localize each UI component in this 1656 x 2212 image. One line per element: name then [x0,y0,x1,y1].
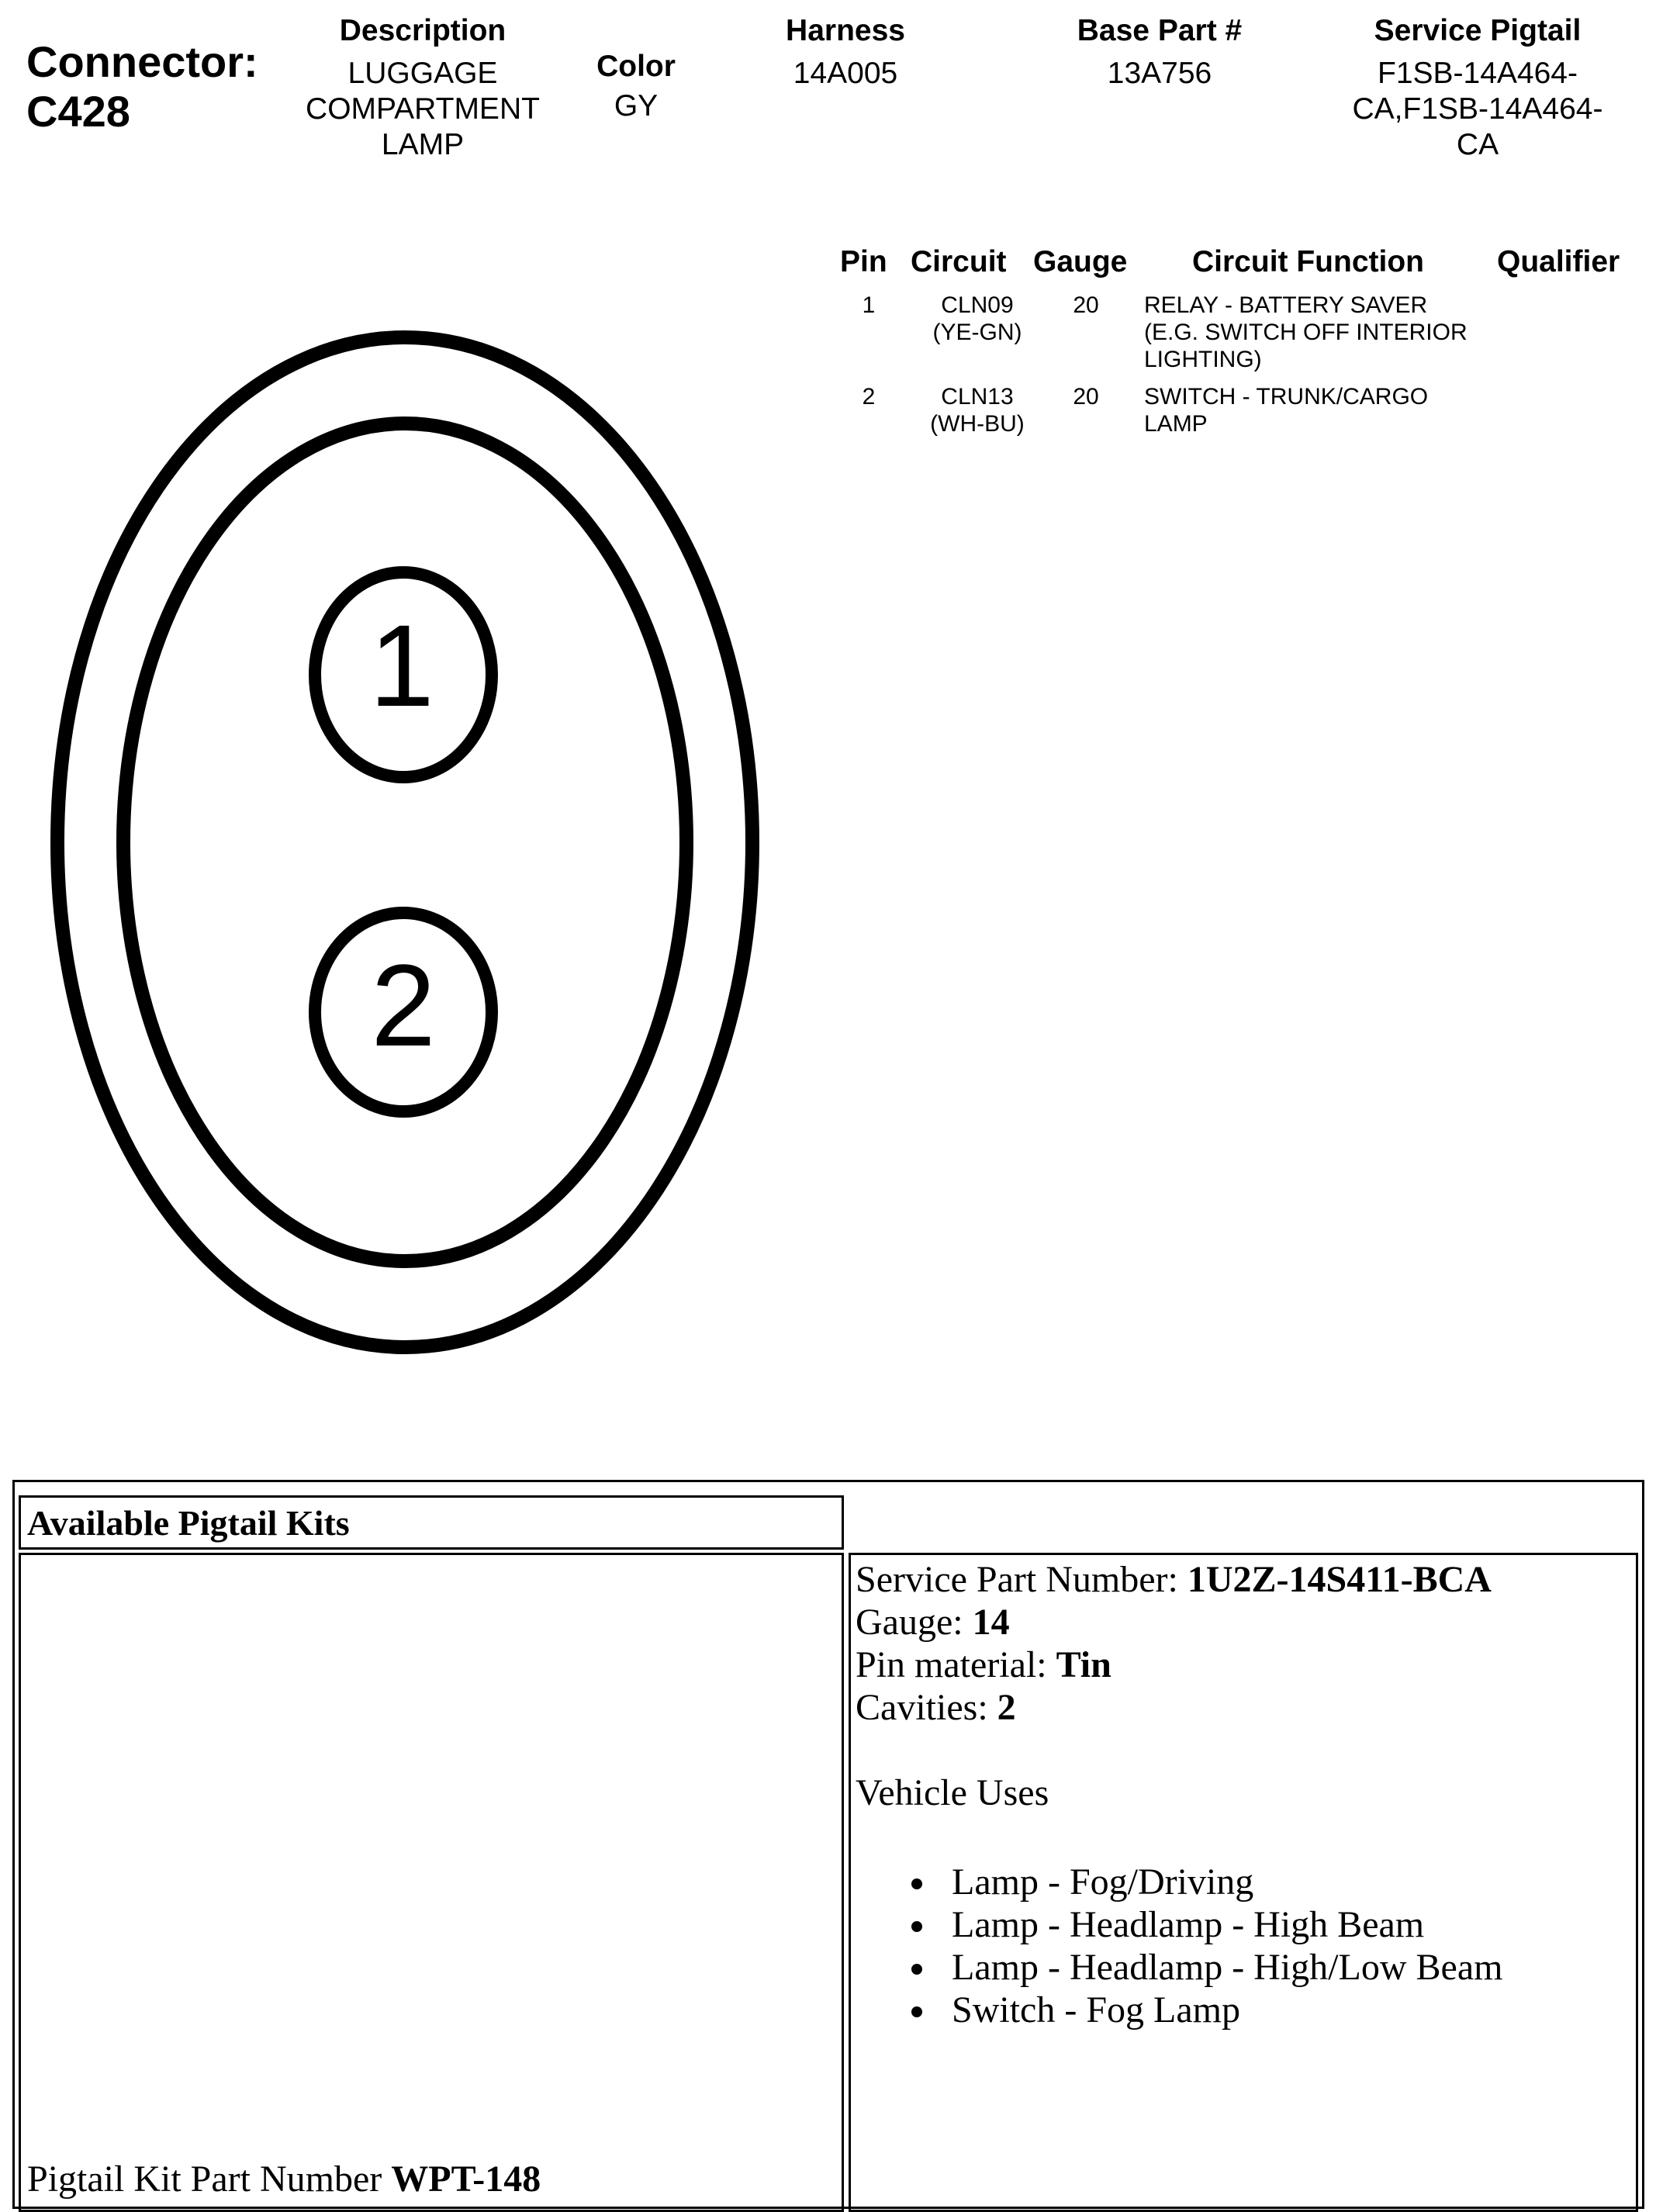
connector-outer-shell [57,337,752,1347]
base-part-value: 13A756 [1107,57,1212,90]
pin-circuit [900,292,1055,346]
vehicle-use-item [911,1903,1631,1946]
pin-circuit [900,383,1055,437]
description-value [264,56,582,163]
harness-value: 14A005 [793,57,898,90]
function-line: LIGHTING) [1144,347,1262,372]
connector-face-diagram [0,295,791,1381]
bullet-icon [911,2006,922,2017]
circuit-code: CLN13 [941,384,1014,410]
pin-table-header-circuit: Circuit [911,245,1007,278]
service-part-value: 1U2Z-14S411-BCA [1187,1559,1492,1600]
kit-part-value: WPT-148 [391,2158,541,2200]
cavities-value: 2 [997,1687,1016,1728]
pin-gauge: 20 [1073,292,1099,318]
pin-table-header-function: Circuit Function [1192,245,1424,278]
gauge-value: 14 [972,1602,1010,1643]
vehicle-uses-heading: Vehicle Uses [856,1772,1049,1813]
pin-number: 2 [862,384,876,410]
connector-title [26,37,258,137]
bullet-icon [911,1964,922,1975]
pigtail-kit-image-cell [19,1553,844,2212]
vehicle-use-text: Switch - Fog Lamp [952,1989,1240,2031]
pigtail-kit-details-cell [849,1553,1638,2212]
pin-label-1: 1 [369,600,434,731]
pin-table [830,245,1652,478]
service-pigtail-line: F1SB-14A464- [1378,57,1578,90]
base-part-column [1039,14,1280,92]
harness-label: Harness [786,14,905,47]
bullet-icon [911,1921,922,1932]
base-part-label: Base Part # [1077,14,1243,47]
function-line: SWITCH - TRUNK/CARGO [1144,384,1429,410]
vehicle-use-text: Lamp - Headlamp - High/Low Beam [952,1947,1503,1988]
service-pigtail-line: CA [1456,128,1499,161]
service-pigtail-label: Service Pigtail [1374,14,1582,47]
service-pigtail-value [1311,56,1644,163]
kit-part-label: Pigtail Kit Part Number [27,2158,392,2200]
pin-table-header-gauge: Gauge [1033,245,1128,278]
cavities [856,1686,1631,1729]
vehicle-uses-list [911,1861,1631,2031]
color-column [574,50,698,124]
vehicle-use-text: Lamp - Fog/Driving [952,1861,1254,1903]
pigtail-kits-title-cell [19,1495,844,1550]
pin-table-header-pin: Pin [840,245,887,278]
color-label: Color [596,50,676,83]
gauge [856,1601,1631,1643]
pin-number: 1 [862,292,876,318]
gauge-label: Gauge: [856,1602,973,1643]
pigtail-kit-details [856,1558,1631,2031]
pigtail-kit-part-number [27,2158,541,2200]
pigtail-kits-title: Available Pigtail Kits [27,1503,350,1543]
description-line: LUGGAGE [347,57,498,90]
circuit-code: CLN09 [941,292,1014,318]
pin-function [1144,292,1501,373]
description-line: COMPARTMENT [306,92,540,126]
function-line: (E.G. SWITCH OFF INTERIOR [1144,320,1468,345]
description-column [264,14,582,163]
wire-color: (WH-BU) [930,411,1025,437]
connector-inner-shell [123,423,686,1261]
description-line: LAMP [381,128,465,161]
pin-material-value: Tin [1056,1644,1111,1685]
service-part-number [856,1558,1631,1601]
wire-color: (YE-GN) [932,320,1022,345]
pin-material-label: Pin material: [856,1644,1056,1685]
bullet-icon [911,1878,922,1889]
connector-label: Connector: [26,37,258,86]
service-part-label: Service Part Number: [856,1559,1188,1600]
description-label: Description [339,14,506,47]
cavities-label: Cavities: [856,1687,997,1728]
service-pigtail-column [1311,14,1644,163]
vehicle-use-item [911,1989,1631,2031]
service-pigtail-line: CA,F1SB-14A464- [1352,92,1603,126]
harness-column [752,14,939,92]
pin-function [1144,383,1501,437]
pin-gauge: 20 [1073,384,1099,410]
pin-table-header-qualifier: Qualifier [1497,245,1620,278]
vehicle-use-text: Lamp - Headlamp - High Beam [952,1904,1425,1945]
function-line: RELAY - BATTERY SAVER [1144,292,1428,318]
vehicle-use-item [911,1861,1631,1903]
color-value: GY [614,89,659,123]
function-line: LAMP [1144,411,1208,437]
connector-id: C428 [26,87,130,136]
pin-label-2: 2 [371,940,436,1070]
vehicle-use-item [911,1946,1631,1989]
pin-material [856,1643,1631,1686]
